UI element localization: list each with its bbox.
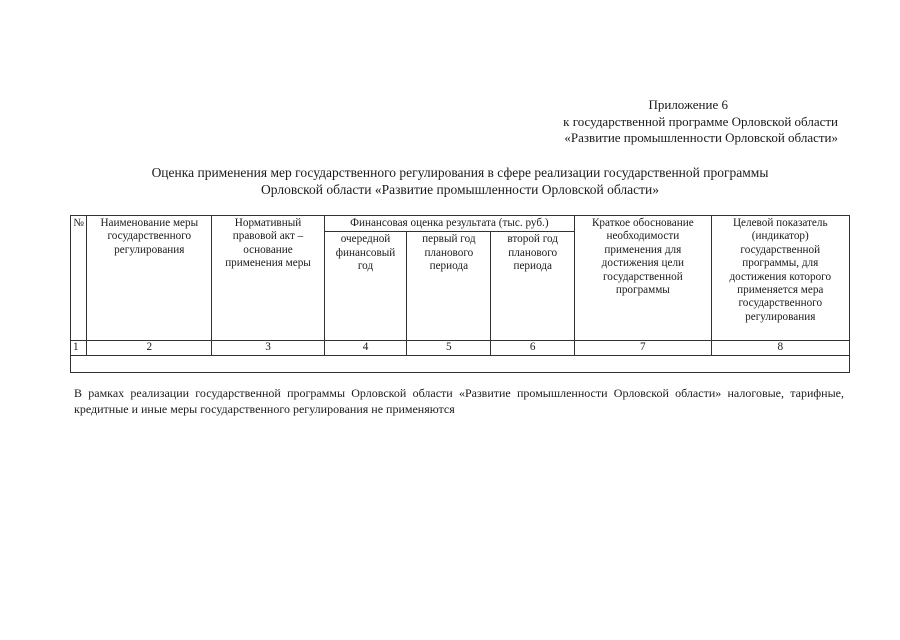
column-number: 8 — [711, 341, 849, 355]
header-legal-act: Нормативный правовой акт – основание применения меры — [212, 216, 324, 341]
header-number: № — [71, 216, 87, 341]
column-number-row — [71, 341, 850, 355]
document-title-line-1: Оценка применения мер государственного регулирования в сфере реализации государственной программы — [151, 165, 769, 180]
header-justification: Краткое обоснование необходимости применения для достижения цели государственной программы — [575, 216, 711, 341]
header-financial-assessment: Финансовая оценка результата (тыс. руб.) — [324, 216, 575, 232]
column-number: 4 — [324, 341, 407, 355]
column-number: 2 — [87, 341, 212, 355]
column-number: 1 — [71, 341, 87, 355]
document-title — [60, 164, 860, 198]
annex-program-name: «Развитие промышленности Орловской области» — [564, 130, 838, 145]
empty-cell — [71, 355, 850, 372]
header-target-indicator: Целевой показатель (индикатор) государственной программы, для достижения которого применяется мера государственного регулирования — [711, 216, 849, 341]
column-number: 3 — [212, 341, 324, 355]
empty-data-row — [71, 355, 850, 372]
column-number: 5 — [407, 341, 491, 355]
header-measure-name: Наименование меры государственного регулирования — [87, 216, 212, 341]
header-second-plan-year: второй год планового периода — [491, 232, 575, 341]
column-number: 7 — [575, 341, 711, 355]
document-title-line-2: Орловской области «Развитие промышленности Орловской области» — [261, 182, 659, 197]
annex-program-ref: к государственной программе Орловской области — [563, 113, 838, 129]
header-current-year: очередной финансовый год — [324, 232, 407, 341]
annex-header — [478, 97, 838, 147]
regulation-measures-table — [70, 215, 850, 373]
column-number: 6 — [491, 341, 575, 355]
table-header-row — [71, 216, 850, 232]
annex-number: Приложение 6 — [648, 97, 728, 112]
header-first-plan-year: первый год планового периода — [407, 232, 491, 341]
explanatory-note: В рамках реализации государственной программы Орловской области «Развитие промышленности Орловской области» налоговые, тарифные, кредитные и иные меры государственного регулирования не применяются — [74, 386, 844, 416]
